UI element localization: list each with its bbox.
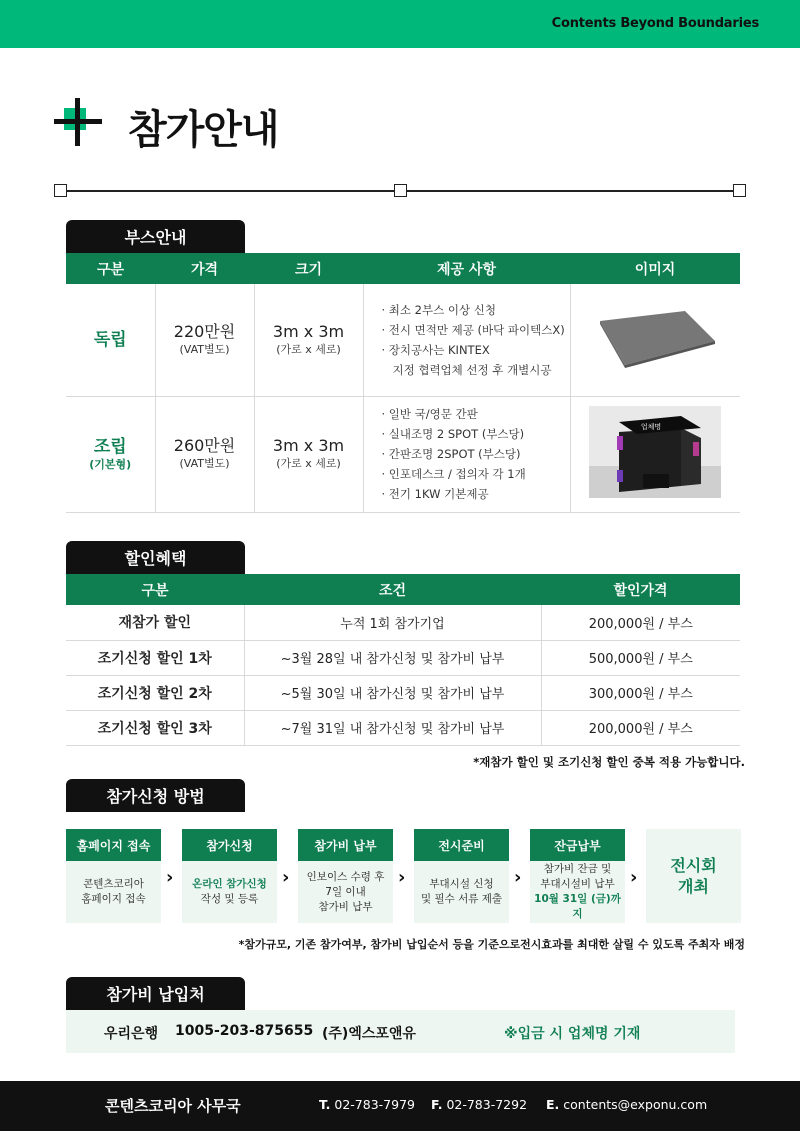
booth-price: 260만원 (VAT별도): [155, 396, 254, 512]
process-step: [182, 829, 277, 923]
table-row: [66, 710, 740, 745]
phone: T. 02-783-7979: [319, 1097, 415, 1112]
bank-info: [66, 1010, 735, 1053]
booth-table: [66, 253, 740, 513]
discount-price: 300,000원 / 부스: [541, 675, 740, 710]
process-step: [298, 829, 393, 923]
table-row: [66, 675, 740, 710]
column-header: 크기: [254, 253, 363, 284]
table-row: [66, 640, 740, 675]
process-section-tab: 참가신청 방법: [66, 779, 245, 812]
slogan: Contents Beyond Boundaries: [551, 16, 759, 31]
list-item: · 최소 2부스 이상 신청: [381, 302, 496, 317]
discount-name: 재참가 할인: [66, 605, 244, 640]
discount-note: *재참가 할인 및 조기신청 할인 중복 적용 가능합니다.: [473, 755, 745, 769]
list-item: · 전기 1KW 기본제공: [381, 487, 489, 501]
list-item: 지정 협력업체 선정 후 개별시공: [381, 362, 552, 377]
step-body: 온라인 참가신청 작성 및 등록: [192, 878, 267, 905]
table-row: [66, 605, 740, 640]
discount-condition: 누적 1회 참가기업: [244, 605, 541, 640]
booth-features: [363, 284, 570, 396]
list-item: · 인포데스크 / 접의자 각 1개: [381, 467, 526, 481]
chevron-right-icon: ›: [166, 867, 174, 888]
footer: [0, 1081, 800, 1131]
discount-condition: ~5월 30일 내 참가신청 및 참가비 납부: [244, 675, 541, 710]
chevron-right-icon: ›: [282, 867, 290, 888]
floor-carpet-image: [570, 284, 740, 396]
step-body: 인보이스 수령 후 7일 이내 참가비 납부: [306, 870, 385, 913]
discount-price: 200,000원 / 부스: [541, 710, 740, 745]
booth-sign-text: 업체명: [641, 423, 662, 431]
final-step: 전시회 개최: [646, 829, 741, 923]
discount-name: 조기신청 할인 3차: [66, 710, 244, 745]
page-title: 참가안내: [128, 107, 279, 153]
column-header: 제공 사항: [363, 253, 570, 284]
shell-booth-image: [570, 396, 740, 512]
list-item: · 일반 국/영문 간판: [381, 407, 478, 421]
email[interactable]: E. contents@exponu.com: [546, 1097, 708, 1112]
discount-condition: ~3월 28일 내 참가신청 및 참가비 납부: [244, 640, 541, 675]
account-holder: (주)엑스포앤유: [322, 1026, 416, 1042]
discount-price: 200,000원 / 부스: [541, 605, 740, 640]
booth-type: 조립 (기본형): [66, 396, 155, 512]
discount-section-tab: 할인혜택: [66, 541, 245, 574]
process-step: [414, 829, 509, 923]
step-body: 콘텐츠코리아 홈페이지 접속: [81, 878, 146, 905]
list-item: · 전시 면적만 제공 (바닥 파이텍스X): [381, 322, 565, 337]
table-row: [66, 284, 740, 396]
discount-table: [66, 574, 740, 746]
booth-price: 220만원 (VAT별도): [155, 284, 254, 396]
list-item: · 실내조명 2 SPOT (부스당): [381, 427, 525, 441]
organization-name: 콘텐츠코리아 사무국: [105, 1097, 241, 1115]
step-title: 잔금납부: [530, 829, 625, 861]
chevron-right-icon: ›: [514, 867, 522, 888]
process-note: *참가규모, 기존 참가여부, 참가비 납입순서 등을 기준으로전시효과를 최대한 살릴 수 있도록 주최자 배정: [238, 938, 745, 951]
bank-name: 우리은행: [104, 1026, 159, 1042]
payment-section-tab: 참가비 납입처: [66, 977, 245, 1010]
chevron-right-icon: ›: [398, 867, 406, 888]
step-title: 전시준비: [414, 829, 509, 861]
process-step: [530, 829, 625, 923]
deposit-notice: ※입금 시 업체명 기재: [504, 1026, 641, 1042]
top-banner: [0, 0, 800, 48]
column-header: 가격: [155, 253, 254, 284]
booth-size: 3m x 3m (가로 x 세로): [254, 396, 363, 512]
crosshair-icon: [54, 98, 102, 146]
list-item: · 장치공사는 KINTEX: [381, 342, 490, 357]
table-row: [66, 396, 740, 512]
carpet-floor-icon: [590, 303, 720, 373]
chevron-right-icon: ›: [630, 867, 638, 888]
booth-structure-icon: [589, 406, 721, 498]
step-title: 참가비 납부: [298, 829, 393, 861]
step-title: 홈페이지 접속: [66, 829, 161, 861]
discount-condition: ~7월 31일 내 참가신청 및 참가비 납부: [244, 710, 541, 745]
booth-section-tab: 부스안내: [66, 220, 245, 253]
divider-ruler: [54, 184, 746, 197]
column-header: 구분: [66, 253, 155, 284]
booth-type: 독립: [66, 284, 155, 396]
step-title: 참가신청: [182, 829, 277, 861]
discount-name: 조기신청 할인 1차: [66, 640, 244, 675]
step-body: 부대시설 신청 및 필수 서류 제출: [420, 878, 502, 905]
discount-name: 조기신청 할인 2차: [66, 675, 244, 710]
column-header: 이미지: [570, 253, 740, 284]
booth-features: [363, 396, 570, 512]
step-body: 참가비 잔금 및 부대시설비 납부 10월 31일 (금)까지: [534, 863, 621, 920]
column-header: 조건: [244, 574, 541, 605]
discount-price: 500,000원 / 부스: [541, 640, 740, 675]
process-steps: [66, 829, 740, 923]
booth-size: 3m x 3m (가로 x 세로): [254, 284, 363, 396]
account-number: 1005-203-875655: [175, 1023, 314, 1039]
column-header: 할인가격: [541, 574, 740, 605]
discount-table-header: [66, 574, 740, 605]
list-item: · 간판조명 2SPOT (부스당): [381, 447, 521, 461]
column-header: 구분: [66, 574, 244, 605]
process-step: [66, 829, 161, 923]
booth-table-header: [66, 253, 740, 284]
fax: F. 02-783-7292: [431, 1097, 528, 1112]
